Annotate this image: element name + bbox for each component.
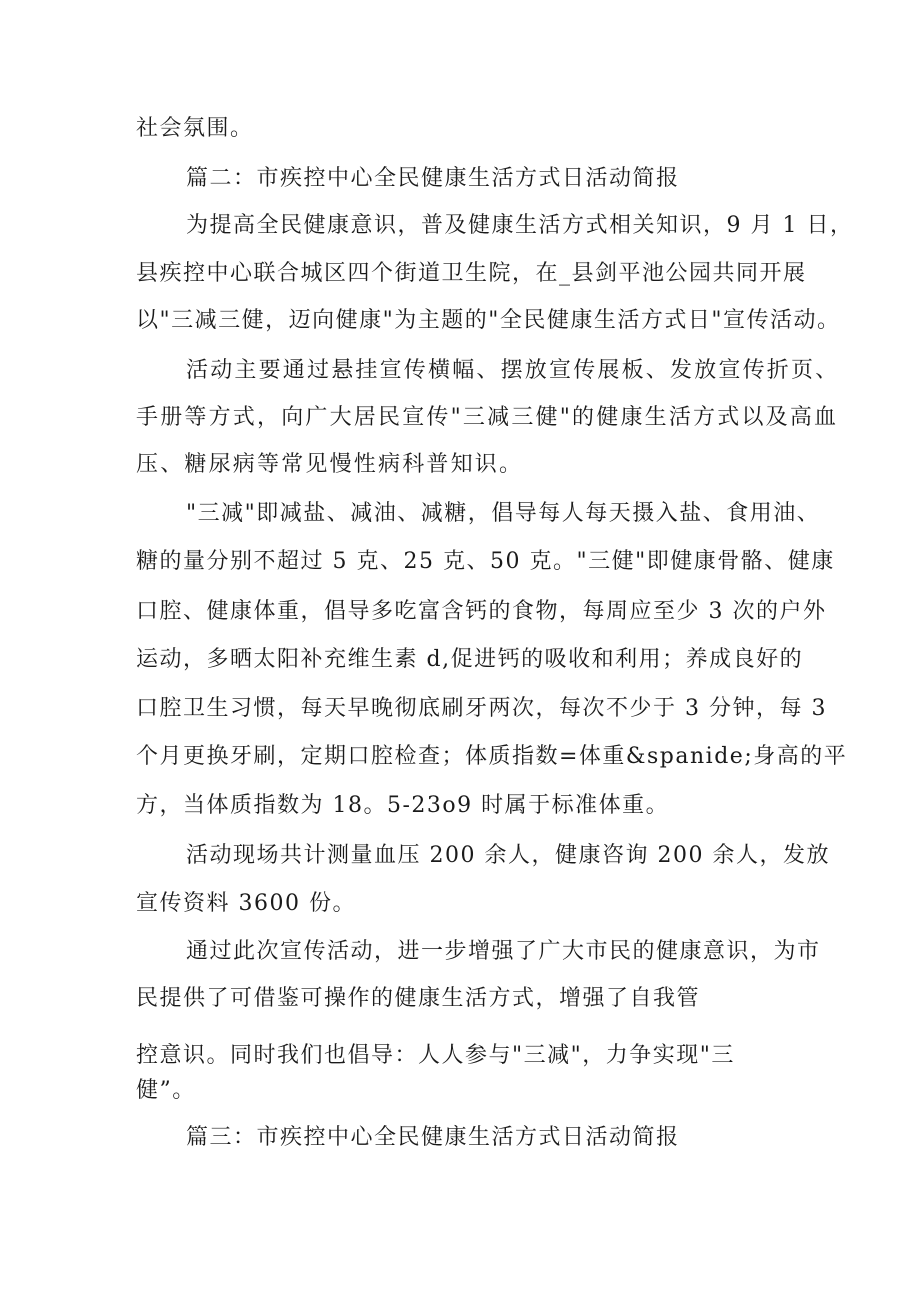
paragraph-line: 通过此次宣传活动，进一步增强了广大市民的健康意识，为市 [186, 939, 821, 964]
paragraph-line: 活动主要通过悬挂宣传横幅、摆放宣传展板、发放宣传折页、 [186, 358, 840, 383]
paragraph-line: 手册等方式，向广大居民宣传"三减三健"的健康生活方式以及高血 [136, 405, 839, 430]
section-heading-two: 篇二：市疾控中心全民健康生活方式日活动简报 [186, 166, 680, 191]
paragraph-line: 口腔、健康体重，倡导多吃富含钙的食物，每周应至少 3 次的户外 [136, 599, 827, 624]
paragraph-line: 健”。 [136, 1078, 196, 1103]
paragraph-line: 压、糖尿病等常见慢性病科普知识。 [136, 452, 524, 477]
paragraph-line: 运动，多晒太阳补充维生素 d,促进钙的吸收和利用；养成良好的 [136, 647, 804, 672]
paragraph-line: 个月更换牙刷，定期口腔检查；体质指数=体重&spanide;身高的平 [136, 744, 848, 769]
paragraph-line: 方，当体质指数为 18。5-23o9 时属于标准体重。 [136, 793, 670, 818]
paragraph-line: "三减"即减盐、减油、减糖，倡导每人每天摄入盐、食用油、 [186, 501, 821, 526]
paragraph-line: 控意识。同时我们也倡导：人人参与"三减"，力争实现"三 [136, 1043, 735, 1068]
section-heading-three: 篇三：市疾控中心全民健康生活方式日活动简报 [186, 1125, 680, 1150]
paragraph-line: 为提高全民健康意识，普及健康生活方式相关知识，9 月 1 日， [186, 213, 854, 238]
paragraph-line: 社会氛围。 [136, 116, 254, 141]
paragraph-line: 县疾控中心联合城区四个街道卫生院，在_县剑平池公园共同开展 [136, 261, 807, 286]
paragraph-line: 糖的量分别不超过 5 克、25 克、50 克。"三健"即健康骨骼、健康 [136, 549, 835, 574]
paragraph-line: 以"三减三健，迈向健康"为主题的"全民健康生活方式日"宣传活动。 [136, 308, 841, 333]
paragraph-line: 活动现场共计测量血压 200 余人，健康咨询 200 余人，发放 [186, 843, 830, 868]
paragraph-line: 民提供了可借鉴可操作的健康生活方式，增强了自我管 [136, 986, 701, 1011]
paragraph-line: 口腔卫生习惯，每天早晚彻底刷牙两次，每次不少于 3 分钟，每 3 [136, 696, 827, 721]
paragraph-line: 宣传资料 3600 份。 [136, 891, 356, 916]
